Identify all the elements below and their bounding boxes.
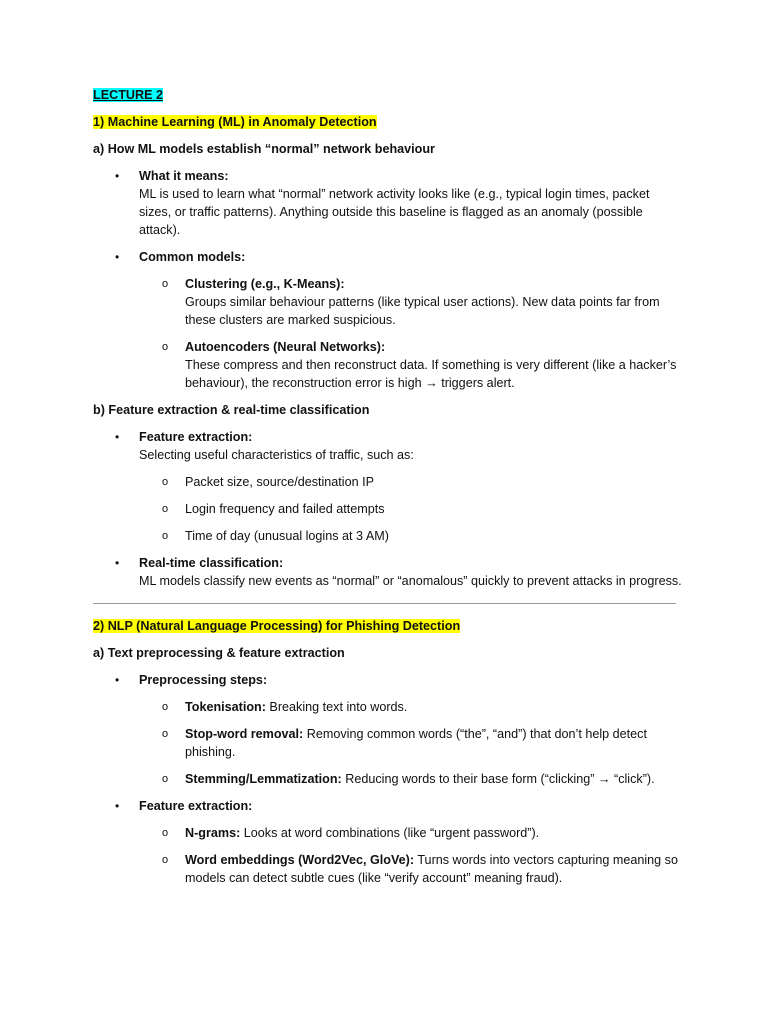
sub-list-item: [93, 824, 683, 842]
sub-list-item: [93, 500, 683, 518]
item-label: Feature extraction:: [139, 799, 253, 813]
item-text: ML models classify new events as “normal” or “anomalous” quickly to prevent attacks in progress.: [139, 574, 682, 588]
list-item: [93, 671, 683, 689]
item-text: Selecting useful characteristics of traffic, such as:: [139, 448, 414, 462]
item-label: Clustering (e.g., K-Means):: [185, 277, 345, 291]
item-text: Turns words into vectors capturing meaning so models can detect subtle cues (like “verify account” meaning fraud).: [185, 853, 678, 885]
subsection-2a-title: a) Text preprocessing & feature extraction: [93, 646, 345, 660]
bullet-marker: •: [115, 430, 120, 444]
circle-marker: o: [162, 278, 169, 290]
sub-list-item: [93, 473, 683, 491]
section-2-title: 2) NLP (Natural Language Processing) for Phishing Detection: [93, 619, 461, 633]
subsection-1b-title: b) Feature extraction & real-time classification: [93, 403, 370, 417]
item-text: ML is used to learn what “normal” network activity looks like (e.g., typical login times, packet sizes, or traffic patterns). Anything outside this baseline is flagged as an anomaly (possible attack).: [139, 187, 650, 237]
item-label: Word embeddings (Word2Vec, GloVe):: [185, 853, 415, 867]
circle-marker: o: [162, 854, 169, 866]
item-text: Login frequency and failed attempts: [185, 502, 385, 516]
sub-list-item: [93, 851, 683, 887]
item-text: Breaking text into words.: [265, 700, 408, 714]
item-label: Preprocessing steps:: [139, 673, 268, 687]
item-label: N-grams:: [185, 826, 241, 840]
bullet-marker: •: [115, 673, 120, 687]
circle-marker: o: [162, 476, 169, 488]
circle-marker: o: [162, 530, 169, 542]
sub-list-item: [93, 338, 683, 392]
item-label: Stemming/Lemmatization:: [185, 772, 342, 786]
bullet-marker: •: [115, 799, 120, 813]
sub-list-item: [93, 770, 683, 788]
item-label: Feature extraction:: [139, 430, 253, 444]
document-page: [93, 86, 683, 896]
item-label: Autoencoders (Neural Networks):: [185, 340, 386, 354]
lecture-heading: LECTURE 2: [93, 88, 163, 102]
sub-list-item: [93, 698, 683, 716]
sub-list-item: [93, 527, 683, 545]
section-1-title: 1) Machine Learning (ML) in Anomaly Detection: [93, 115, 377, 129]
circle-marker: o: [162, 827, 169, 839]
bullet-marker: •: [115, 556, 120, 570]
item-label: Common models:: [139, 250, 246, 264]
item-label: Tokenisation:: [185, 700, 266, 714]
list-item: [93, 554, 683, 590]
circle-marker: o: [162, 728, 169, 740]
list-item: [93, 167, 683, 239]
item-text: These compress and then reconstruct data. If something is very different (like a hacker’s behaviour), the reconstruction error is high → triggers alert.: [185, 358, 677, 390]
item-label: What it means:: [139, 169, 229, 183]
sub-list-item: [93, 275, 683, 329]
item-text: Packet size, source/destination IP: [185, 475, 375, 489]
circle-marker: o: [162, 341, 169, 353]
list-item: [93, 428, 683, 464]
bullet-marker: •: [115, 169, 120, 183]
circle-marker: o: [162, 773, 169, 785]
item-text: Looks at word combinations (like “urgent password”).: [240, 826, 540, 840]
section-divider: [93, 603, 676, 604]
item-text: Groups similar behaviour patterns (like typical user actions). New data points far from these clusters are marked suspicious.: [185, 295, 660, 327]
subsection-1a-title: a) How ML models establish “normal” network behaviour: [93, 142, 435, 156]
list-item: [93, 797, 683, 815]
circle-marker: o: [162, 701, 169, 713]
item-text: Reducing words to their base form (“clicking” → “click”).: [341, 772, 655, 786]
list-item: [93, 248, 683, 266]
bullet-marker: •: [115, 250, 120, 264]
item-label: Stop-word removal:: [185, 727, 304, 741]
item-text: Removing common words (“the”, “and”) that don’t help detect phishing.: [185, 727, 647, 759]
sub-list-item: [93, 725, 683, 761]
item-label: Real-time classification:: [139, 556, 284, 570]
circle-marker: o: [162, 503, 169, 515]
item-text: Time of day (unusual logins at 3 AM): [185, 529, 389, 543]
